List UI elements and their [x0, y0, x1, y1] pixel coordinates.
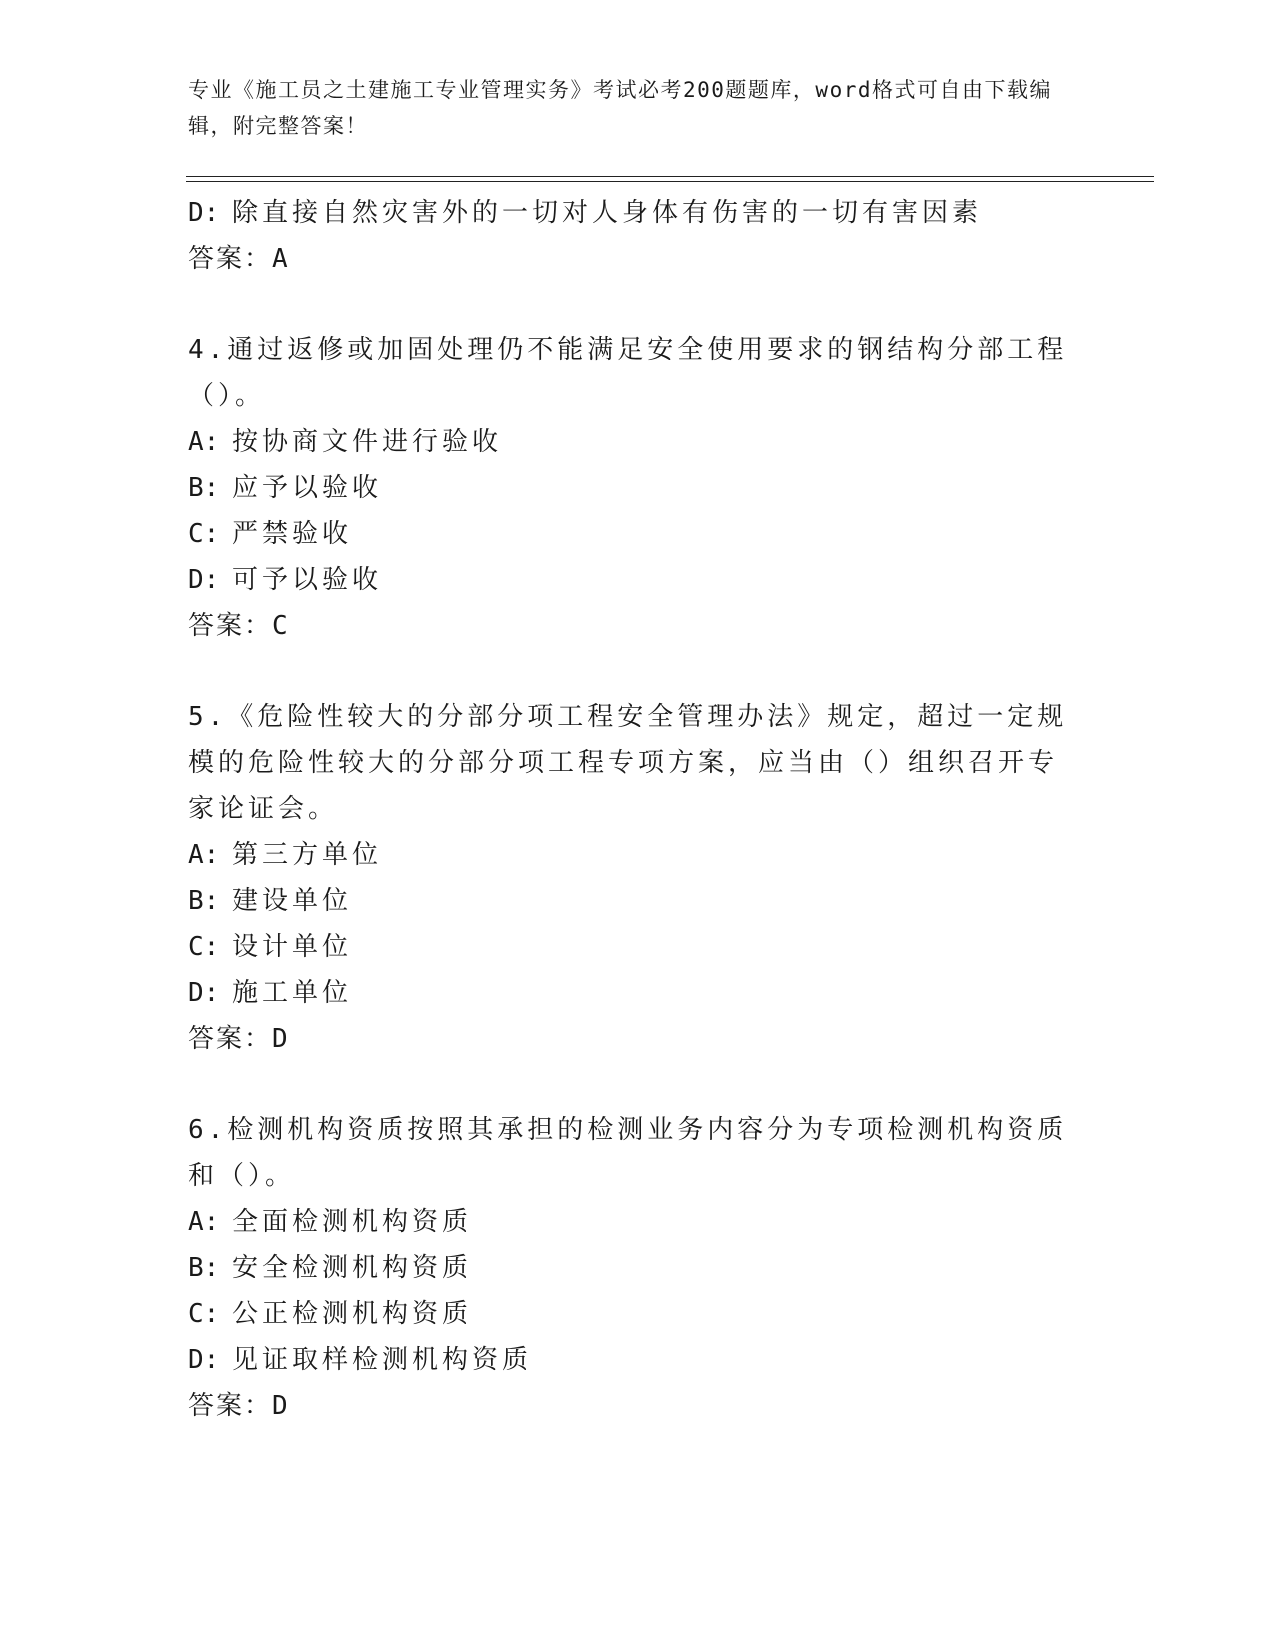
question-6	[188, 1107, 1078, 1429]
option-c	[188, 924, 1078, 970]
option-key: D:	[188, 198, 220, 228]
option-b	[188, 465, 1078, 511]
question-5	[188, 694, 1078, 1062]
answer-line: 答案：C	[188, 611, 290, 641]
continued-question	[188, 190, 1078, 282]
option-text: 公正检测机构资质	[232, 1299, 473, 1329]
option-text: 除直接自然灾害外的一切对人身体有伤害的一切有害因素	[232, 198, 983, 228]
option-key: B:	[188, 886, 220, 916]
option-b	[188, 878, 1078, 924]
option-key: D:	[188, 1345, 220, 1375]
option-text: 建设单位	[232, 886, 353, 916]
option-text: 按协商文件进行验收	[232, 427, 503, 457]
option-a	[188, 832, 1078, 878]
option-key: D:	[188, 565, 220, 595]
option-text: 施工单位	[232, 978, 353, 1008]
option-key: B:	[188, 1253, 220, 1283]
option-key: A:	[188, 840, 220, 870]
option-d	[188, 1337, 1078, 1383]
header-divider-bottom	[186, 181, 1154, 182]
option-d	[188, 557, 1078, 603]
question-text: 6.检测机构资质按照其承担的检测业务内容分为专项检测机构资质和（）。	[188, 1115, 1068, 1191]
option-text: 安全检测机构资质	[232, 1253, 473, 1283]
option-key: B:	[188, 473, 220, 503]
option-a	[188, 419, 1078, 465]
option-d	[188, 190, 1078, 236]
option-b	[188, 1245, 1078, 1291]
option-key: D:	[188, 978, 220, 1008]
header-divider-top	[186, 176, 1154, 177]
option-text: 严禁验收	[232, 519, 353, 549]
option-key: A:	[188, 427, 220, 457]
answer-line: 答案：D	[188, 1024, 290, 1054]
option-d	[188, 970, 1078, 1016]
question-text: 4.通过返修或加固处理仍不能满足安全使用要求的钢结构分部工程（）。	[188, 335, 1068, 411]
option-text: 第三方单位	[232, 840, 383, 870]
option-text: 设计单位	[232, 932, 353, 962]
answer-line: 答案：D	[188, 1391, 290, 1421]
document-header: 专业《施工员之土建施工专业管理实务》考试必考200题题库，word格式可自由下载编辑，附完整答案！	[188, 78, 1052, 138]
option-text: 全面检测机构资质	[232, 1207, 473, 1237]
option-c	[188, 1291, 1078, 1337]
option-key: A:	[188, 1207, 220, 1237]
option-c	[188, 511, 1078, 557]
question-4	[188, 327, 1078, 649]
option-a	[188, 1199, 1078, 1245]
option-text: 应予以验收	[232, 473, 383, 503]
option-key: C:	[188, 1299, 220, 1329]
answer-line: 答案：A	[188, 244, 290, 274]
question-text: 5.《危险性较大的分部分项工程安全管理办法》规定，超过一定规模的危险性较大的分部分项工程专项方案，应当由（）组织召开专家论证会。	[188, 702, 1068, 824]
option-text: 可予以验收	[232, 565, 383, 595]
option-key: C:	[188, 519, 220, 549]
option-text: 见证取样检测机构资质	[232, 1345, 533, 1375]
option-key: C:	[188, 932, 220, 962]
document-body	[188, 190, 1078, 1429]
